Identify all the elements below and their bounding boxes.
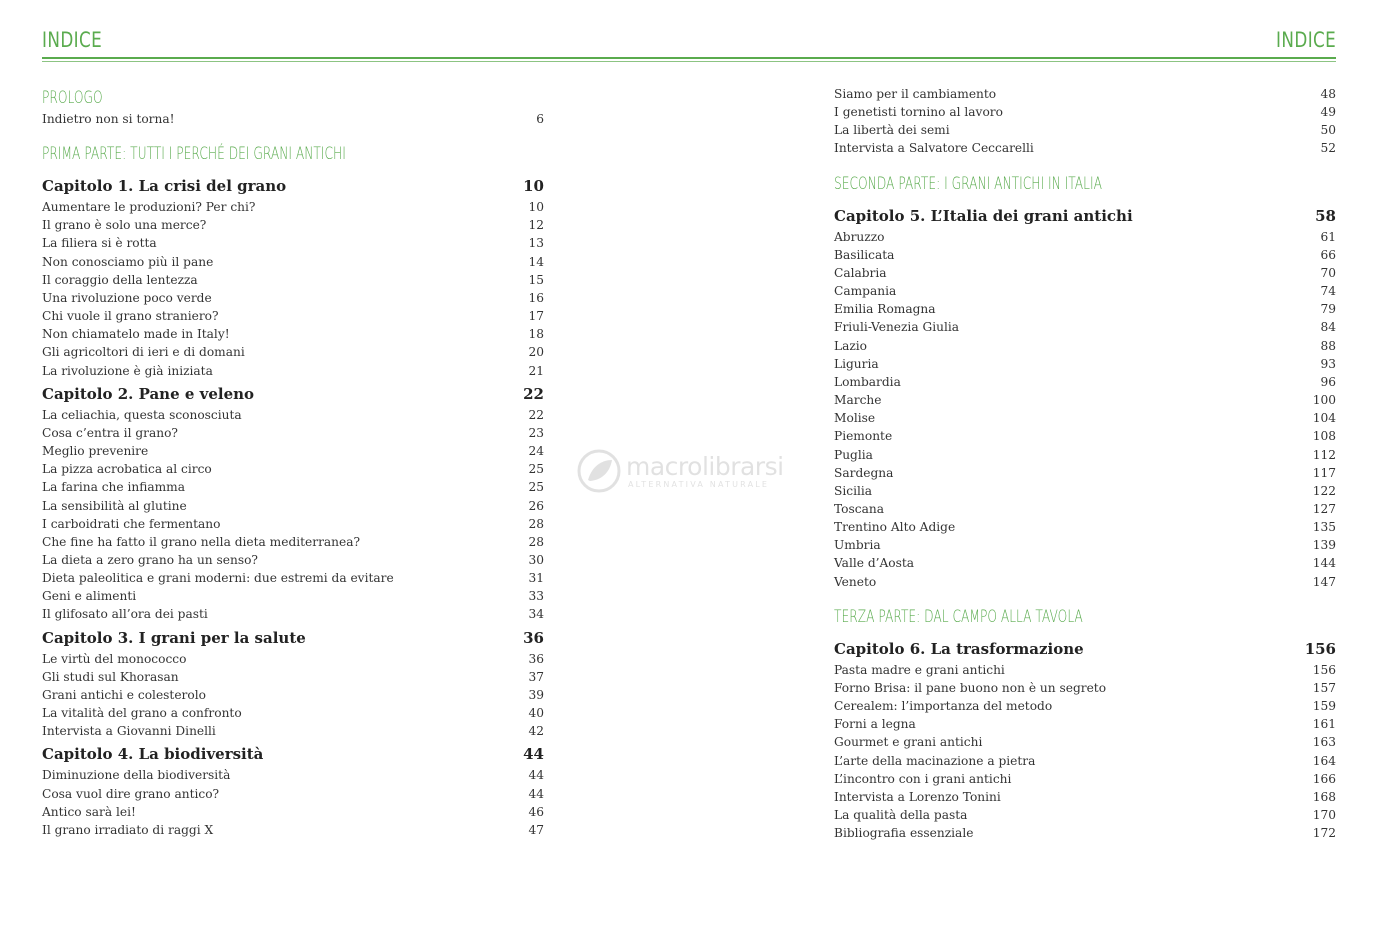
toc-entry-page: 24: [528, 444, 544, 459]
toc-entry-page: 15: [528, 272, 544, 287]
toc-entry[interactable]: [42, 515, 544, 533]
toc-right-page: [834, 85, 1336, 842]
toc-entry[interactable]: [42, 110, 544, 128]
toc-entry-page: 61: [1320, 229, 1336, 244]
toc-entry[interactable]: [42, 704, 544, 722]
chapter-2-heading[interactable]: [42, 382, 544, 406]
watermark-tagline: ALTERNATIVA NATURALE: [628, 480, 770, 489]
toc-entry[interactable]: [42, 216, 544, 234]
toc-entry-title: Intervista a Salvatore Ceccarelli: [834, 141, 1034, 156]
toc-entry-page: 93: [1320, 356, 1336, 371]
toc-entry[interactable]: [42, 198, 544, 216]
toc-entry-title: Puglia: [834, 447, 873, 462]
toc-entry-title: Il glifosato all’ora dei pasti: [42, 607, 208, 622]
toc-entry-page: 161: [1312, 717, 1336, 732]
toc-entry[interactable]: [42, 424, 544, 442]
toc-entry-title: Forni a legna: [834, 717, 916, 732]
chapter-title: Capitolo 6. La trasformazione: [834, 639, 1084, 658]
toc-entry[interactable]: [834, 752, 1336, 770]
toc-entry[interactable]: [834, 409, 1336, 427]
toc-entry[interactable]: [834, 679, 1336, 697]
toc-entry-title: La dieta a zero grano ha un senso?: [42, 552, 258, 567]
toc-entry-page: 122: [1312, 483, 1336, 498]
toc-entry-page: 147: [1312, 574, 1336, 589]
toc-entry-title: La filiera si è rotta: [42, 236, 157, 251]
toc-entry-title: La qualità della pasta: [834, 808, 968, 822]
toc-entry[interactable]: [42, 271, 544, 289]
chapter-title: Capitolo 1. La crisi del grano: [42, 177, 287, 196]
toc-entry[interactable]: [42, 253, 544, 271]
toc-entry-title: Lombardia: [834, 374, 901, 389]
toc-entry-title: Siamo per il cambiamento: [834, 87, 997, 101]
toc-entry[interactable]: [42, 406, 544, 424]
toc-entry-page: 10: [528, 200, 544, 215]
chapter-page: 156: [1304, 639, 1336, 658]
toc-entry-title: Non chiamatelo made in Italy!: [42, 327, 230, 342]
list-chapter-4: [42, 766, 544, 839]
toc-entry[interactable]: [42, 686, 544, 704]
toc-entry[interactable]: [834, 139, 1336, 157]
toc-entry[interactable]: [834, 446, 1336, 464]
toc-entry-title: Grani antichi e colesterolo: [42, 687, 206, 702]
toc-entry-title: Friuli-Venezia Giulia: [834, 320, 960, 335]
toc-entry[interactable]: [834, 85, 1336, 103]
toc-entry[interactable]: [42, 650, 544, 668]
toc-entry-title: Pasta madre e grani antichi: [834, 662, 1005, 677]
toc-entry[interactable]: [834, 554, 1336, 572]
chapter-page: 22: [523, 384, 544, 403]
chapter-page: 36: [523, 628, 544, 647]
toc-entry-page: 28: [528, 516, 544, 531]
toc-entry-title: Cosa c’entra il grano?: [42, 425, 178, 440]
chapter-3-heading[interactable]: [42, 626, 544, 650]
toc-entry-page: 157: [1312, 680, 1336, 695]
toc-entry-page: 70: [1320, 265, 1336, 280]
toc-entry-title: Molise: [834, 411, 876, 426]
toc-entry[interactable]: [834, 300, 1336, 318]
toc-entry-page: 33: [528, 589, 544, 604]
chapter-title: Capitolo 5. L’Italia dei grani antichi: [834, 206, 1133, 225]
toc-entry-page: 164: [1312, 753, 1336, 768]
toc-entry-page: 13: [528, 236, 544, 251]
toc-entry[interactable]: [834, 355, 1336, 373]
toc-entry-title: Aumentare le produzioni? Per chi?: [42, 200, 256, 215]
toc-entry-page: 46: [528, 804, 544, 819]
header-title-right: INDICE: [1275, 28, 1336, 52]
toc-entry-page: 21: [528, 363, 544, 378]
toc-entry-page: 23: [528, 425, 544, 440]
toc-entry-title: Basilicata: [834, 247, 895, 262]
toc-entry-page: 108: [1312, 429, 1336, 444]
chapter-page: 10: [523, 177, 544, 196]
chapter-4-heading[interactable]: [42, 742, 544, 766]
chapter-title: Capitolo 2. Pane e veleno: [42, 384, 255, 403]
toc-entry-page: 117: [1312, 465, 1336, 480]
toc-entry-title: Forno Brisa: il pane buono non è un segreto: [834, 680, 1107, 695]
chapter-6-heading[interactable]: [834, 637, 1336, 661]
toc-entry[interactable]: [834, 482, 1336, 500]
toc-entry[interactable]: [834, 518, 1336, 536]
toc-entry[interactable]: [834, 337, 1336, 355]
toc-entry-title: Bibliografia essenziale: [834, 826, 974, 841]
toc-entry-page: 172: [1312, 826, 1336, 841]
toc-entry-page: 17: [528, 309, 544, 324]
toc-entry[interactable]: [42, 460, 544, 478]
toc-entry-page: 135: [1312, 520, 1336, 535]
toc-entry-page: 79: [1320, 302, 1336, 317]
toc-entry-title: Una rivoluzione poco verde: [42, 290, 212, 305]
toc-entry-page: 14: [528, 254, 544, 269]
toc-entry-title: Non conosciamo più il pane: [42, 254, 214, 269]
toc-entry-page: 168: [1312, 789, 1336, 804]
toc-entry-title: Calabria: [834, 265, 887, 280]
toc-entry[interactable]: [42, 668, 544, 686]
toc-entry[interactable]: [834, 715, 1336, 733]
toc-entry-page: 26: [528, 498, 544, 513]
toc-entry-page: 100: [1312, 393, 1336, 408]
toc-entry-page: 28: [528, 534, 544, 549]
toc-entry[interactable]: [834, 103, 1336, 121]
toc-entry-page: 37: [528, 669, 544, 684]
toc-entry[interactable]: [42, 803, 544, 821]
toc-entry-title: Le virtù del monococco: [42, 651, 187, 666]
toc-entry-page: 18: [528, 327, 544, 342]
toc-entry-title: Dieta paleolitica e grani moderni: due estremi da evitare: [42, 571, 394, 586]
toc-entry-title: Cosa vuol dire grano antico?: [42, 786, 220, 801]
toc-entry-page: 104: [1312, 411, 1336, 426]
toc-entry[interactable]: [834, 246, 1336, 264]
toc-entry-title: Geni e alimenti: [42, 589, 137, 604]
toc-entry[interactable]: [834, 824, 1336, 842]
toc-entry-title: Lazio: [834, 338, 868, 353]
toc-entry-title: Che fine ha fatto il grano nella dieta mediterranea?: [42, 534, 361, 549]
toc-left-page: [42, 86, 544, 839]
toc-entry-title: Veneto: [834, 574, 877, 589]
leaf-logo-icon: [576, 448, 622, 494]
toc-entry[interactable]: [42, 587, 544, 605]
toc-entry-title: Il grano irradiato di raggi X: [42, 822, 214, 837]
list-chapter-2: [42, 406, 544, 624]
toc-entry-title: La sensibilità al glutine: [42, 498, 187, 513]
toc-entry-page: 166: [1312, 771, 1336, 786]
toc-entry-title: Marche: [834, 393, 882, 408]
toc-entry-title: Piemonte: [834, 429, 893, 444]
toc-entry-page: 96: [1320, 374, 1336, 389]
toc-entry[interactable]: [834, 373, 1336, 391]
toc-entry-title: Intervista a Lorenzo Tonini: [834, 789, 1001, 804]
toc-entry-title: L’arte della macinazione a pietra: [834, 753, 1036, 768]
watermark: [576, 448, 816, 494]
toc-entry-page: 12: [528, 218, 544, 233]
chapter-page: 44: [523, 745, 544, 764]
toc-entry-page: 44: [528, 768, 544, 783]
toc-entry-page: 36: [528, 651, 544, 666]
list-chapter-6: [834, 661, 1336, 843]
toc-entry-page: 6: [536, 112, 544, 126]
toc-entry-page: 144: [1312, 556, 1336, 571]
toc-entry-title: Campania: [834, 284, 897, 299]
toc-entry[interactable]: [834, 464, 1336, 482]
toc-entry-title: Toscana: [834, 501, 884, 516]
toc-entry-page: 139: [1312, 538, 1336, 553]
list-chapter-1: [42, 198, 544, 380]
toc-entry[interactable]: [834, 733, 1336, 751]
toc-entry-page: 170: [1312, 808, 1336, 822]
toc-entry-page: 31: [528, 571, 544, 586]
toc-entry[interactable]: [42, 785, 544, 803]
header-rule-thin: [42, 61, 1336, 62]
toc-entry-page: 20: [528, 345, 544, 360]
toc-entry-page: 22: [528, 407, 544, 422]
section-seconda-parte: SECONDA PARTE: I GRANI ANTICHI IN ITALIA: [834, 173, 1102, 194]
toc-entry-title: Trentino Alto Adige: [834, 520, 956, 535]
list-chapter-5: [834, 228, 1336, 591]
chapter-1-heading[interactable]: [42, 174, 544, 198]
toc-entry-title: Liguria: [834, 356, 879, 371]
toc-entry[interactable]: [834, 121, 1336, 139]
toc-entry-title: I carboidrati che fermentano: [42, 516, 221, 531]
toc-entry[interactable]: [834, 788, 1336, 806]
toc-entry-page: 30: [528, 552, 544, 567]
toc-entry-title: L’incontro con i grani antichi: [834, 771, 1012, 786]
toc-entry-page: 44: [528, 786, 544, 801]
toc-entry[interactable]: [42, 343, 544, 361]
toc-entry-page: 25: [528, 480, 544, 495]
toc-entry-title: Emilia Romagna: [834, 302, 936, 317]
toc-entry[interactable]: [834, 697, 1336, 715]
toc-entry-title: La celiachia, questa sconosciuta: [42, 407, 242, 422]
toc-entry[interactable]: [834, 661, 1336, 679]
toc-entry-title: La pizza acrobatica al circo: [42, 462, 212, 477]
toc-entry[interactable]: [42, 234, 544, 252]
toc-entry-title: La vitalità del grano a confronto: [42, 706, 242, 721]
toc-entry-title: La farina che infiamma: [42, 480, 186, 495]
section-prologo: PROLOGO: [42, 88, 103, 108]
toc-entry[interactable]: [42, 442, 544, 460]
toc-entry-page: 39: [528, 687, 544, 702]
toc-entry-page: 66: [1320, 247, 1336, 262]
toc-entry-page: 34: [528, 607, 544, 622]
toc-entry-page: 40: [528, 706, 544, 721]
toc-entry-title: Sicilia: [834, 483, 873, 498]
toc-entry-page: 159: [1312, 699, 1336, 714]
toc-entry[interactable]: [42, 605, 544, 623]
toc-entry-page: 112: [1312, 447, 1336, 462]
chapter-5-heading[interactable]: [834, 204, 1336, 228]
chapter-title: Capitolo 3. I grani per la salute: [42, 628, 306, 647]
toc-entry-page: 74: [1320, 284, 1336, 299]
section-terza-parte: TERZA PARTE: DAL CAMPO ALLA TAVOLA: [834, 606, 1083, 627]
toc-entry-page: 127: [1312, 501, 1336, 516]
toc-entry-title: Abruzzo: [834, 229, 885, 244]
toc-entry[interactable]: [42, 821, 544, 839]
header-title-left: INDICE: [42, 28, 103, 52]
toc-entry-title: Chi vuole il grano straniero?: [42, 309, 219, 324]
toc-entry[interactable]: [834, 770, 1336, 788]
toc-entry-title: I genetisti tornino al lavoro: [834, 105, 1003, 120]
toc-entry[interactable]: [42, 362, 544, 380]
toc-entry-page: 25: [528, 462, 544, 477]
toc-entry-title: Intervista a Giovanni Dinelli: [42, 724, 216, 739]
toc-entry[interactable]: [42, 551, 544, 569]
toc-entry[interactable]: [834, 282, 1336, 300]
toc-entry[interactable]: [42, 722, 544, 740]
list-chapter-3: [42, 650, 544, 741]
toc-entry-title: Il grano è solo una merce?: [42, 218, 207, 233]
toc-entry[interactable]: [42, 569, 544, 587]
watermark-name: macrolibrarsi: [626, 452, 784, 481]
toc-entry[interactable]: [834, 573, 1336, 591]
toc-entry[interactable]: [834, 427, 1336, 445]
toc-entry[interactable]: [42, 533, 544, 551]
toc-entry-title: Gourmet e grani antichi: [834, 735, 983, 750]
section-prima-parte: PRIMA PARTE: TUTTI I PERCHÉ DEI GRANI ANTICHI: [42, 144, 346, 165]
header-rule: [42, 57, 1336, 59]
toc-entry[interactable]: [834, 264, 1336, 282]
toc-entry-title: Cerealem: l’importanza del metodo: [834, 699, 1053, 714]
toc-entry[interactable]: [42, 289, 544, 307]
toc-entry-title: Meglio prevenire: [42, 444, 149, 459]
toc-entry[interactable]: [42, 766, 544, 784]
chapter-page: 58: [1315, 206, 1336, 225]
toc-entry-page: 16: [528, 290, 544, 305]
toc-entry-title: La rivoluzione è già iniziata: [42, 363, 213, 378]
toc-entry-title: Sardegna: [834, 465, 894, 480]
toc-entry-page: 48: [1320, 87, 1336, 101]
toc-entry-title: Indietro non si torna!: [42, 112, 175, 126]
toc-entry-title: Il coraggio della lentezza: [42, 272, 198, 287]
toc-entry[interactable]: [42, 325, 544, 343]
toc-entry-title: Valle d’Aosta: [834, 556, 915, 571]
toc-entry-page: 88: [1320, 338, 1336, 353]
toc-entry[interactable]: [834, 500, 1336, 518]
list-chapter-4-continued: [834, 85, 1336, 158]
toc-entry[interactable]: [42, 478, 544, 496]
toc-entry-page: 84: [1320, 320, 1336, 335]
toc-entry[interactable]: [834, 228, 1336, 246]
toc-entry-page: 163: [1312, 735, 1336, 750]
toc-entry-page: 49: [1320, 105, 1336, 120]
toc-entry-title: Gli agricoltori di ieri e di domani: [42, 345, 245, 360]
toc-entry[interactable]: [834, 391, 1336, 409]
toc-entry[interactable]: [834, 536, 1336, 554]
toc-entry-title: Umbria: [834, 538, 881, 553]
toc-entry-page: 156: [1312, 662, 1336, 677]
list-prologo: [42, 110, 544, 128]
toc-entry-title: Antico sarà lei!: [42, 804, 136, 819]
toc-entry-title: Gli studi sul Khorasan: [42, 669, 179, 684]
toc-entry[interactable]: [834, 318, 1336, 336]
toc-entry[interactable]: [42, 307, 544, 325]
toc-entry-page: 50: [1320, 123, 1336, 138]
toc-entry[interactable]: [834, 806, 1336, 824]
toc-entry[interactable]: [42, 497, 544, 515]
toc-entry-page: 42: [528, 724, 544, 739]
toc-entry-page: 47: [528, 822, 544, 837]
toc-entry-title: La libertà dei semi: [834, 123, 950, 138]
chapter-title: Capitolo 4. La biodiversità: [42, 745, 264, 764]
toc-entry-page: 52: [1320, 141, 1336, 156]
toc-entry-title: Diminuzione della biodiversità: [42, 768, 231, 783]
